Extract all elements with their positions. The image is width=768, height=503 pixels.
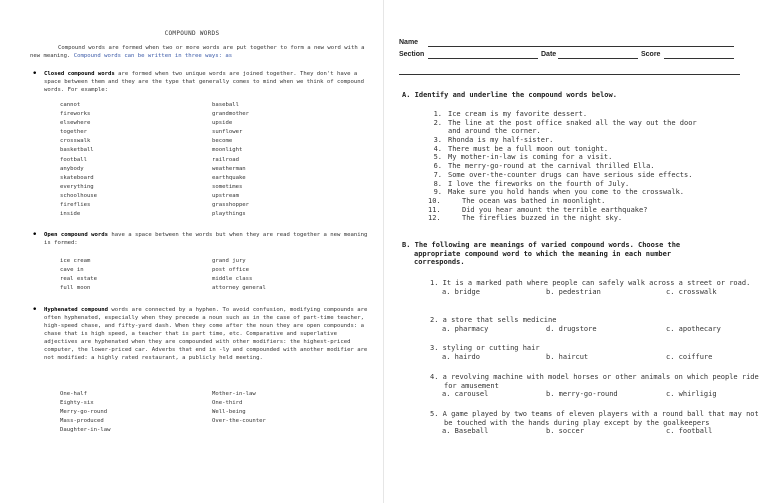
section-b-line3: corresponds. [414,258,465,267]
compound-word: anybody [60,165,84,172]
question-number: 11. [428,205,441,214]
hyph-term: Hyphenated compound [44,307,108,313]
compound-word: Merry-go-round [60,409,108,416]
a-question[interactable] [428,153,748,162]
word-row [60,101,340,110]
question-text: There must be a full moon out tonight. [448,144,609,153]
a-question[interactable] [428,136,748,145]
compound-word: together [60,129,87,136]
intro-highlight: Compound words can be written in three ways: as [73,53,233,59]
b-question: 1. It is a marked path where people can safely walk across a street or road. [430,279,751,287]
b-option-b[interactable]: b. haircut [546,352,589,361]
compound-word: Over-the-counter [212,418,266,425]
a-question[interactable] [428,188,748,197]
b-item [430,344,760,361]
question-text: and around the corner. [448,127,541,136]
section-b-line1: B. The following are meanings of varied compound words. Choose the [402,241,681,249]
compound-word: baseball [212,102,239,108]
question-number: 8. [433,179,442,188]
open-word-list [60,257,340,293]
b-option-a[interactable]: a. Baseball [442,427,489,436]
hyphenated-word-list [60,390,340,435]
open-term: Open compound words [44,232,108,238]
question-number: 7. [433,170,442,179]
question-text: My mother-in-law is coming for a visit. [448,153,613,162]
b-question: 5. A game played by two teams of eleven players with a round ball that may not be touched with the hands during play except by the goalkeepers [430,410,759,427]
compound-word: middle class [212,276,253,283]
compound-word: sometimes [212,183,243,190]
word-row [60,146,340,155]
compound-word: weatherman [212,165,246,172]
word-row [60,165,340,174]
question-text: Rhonda is my half-sister. [448,136,554,145]
intro-paragraph [30,44,370,60]
compound-word: earthquake [212,174,246,181]
word-row [60,408,340,417]
compound-word: upside [212,120,233,127]
compound-word: railroad [212,156,239,163]
section-label: Section [399,51,425,58]
compound-word: everything [60,183,94,190]
word-row [60,119,340,128]
word-row [60,110,340,119]
section-field[interactable] [428,58,538,59]
closed-compound-bullet [44,70,370,94]
question-text: The line at the post office snaked all the way out the door [448,118,697,127]
word-row [60,201,340,210]
intro-text: Compound words are formed when two or more words are put together to form a new word with a new meaning. [30,45,365,59]
question-text: The merry-go-round at the carnival thrilled Ella. [448,162,655,171]
date-field[interactable] [558,58,638,59]
compound-word: fireflies [60,202,91,209]
word-row [60,266,340,275]
compound-word: One-third [212,400,243,407]
a-question[interactable] [428,171,748,180]
compound-word: crosswalk [60,138,91,145]
a-question[interactable] [428,110,748,119]
header-rule [399,74,740,75]
b-question: 3. styling or cutting hair [430,344,540,352]
b-option-b[interactable]: d. drugstore [546,324,597,333]
b-option-b[interactable]: b. soccer [546,427,584,436]
closed-term: Closed compound words [44,71,115,77]
question-number: 9. [433,188,442,197]
question-text: Did you hear amount the terrible earthquake? [462,205,648,214]
compound-word: full moon [60,285,91,292]
word-row [60,284,340,293]
b-item [430,410,760,436]
compound-word: attorney general [212,285,266,292]
question-text: Ice cream is my favorite dessert. [448,110,588,118]
b-option-b[interactable]: b. merry-go-round [546,390,618,399]
word-row [60,257,340,266]
word-row [60,156,340,165]
b-item [430,316,760,333]
word-row [60,210,340,219]
compound-word: Eighty-six [60,400,94,407]
compound-word: Daughter-in-law [60,427,111,434]
question-text: The fireflies buzzed in the night sky. [462,214,623,223]
score-label: Score [641,51,661,58]
open-text: have a space between the words but when they are read together a new meaning is formed: [44,232,368,246]
compound-word: moonlight [212,147,243,154]
question-text: Some over-the-counter drugs can have serious side effects. [448,170,693,179]
section-a-questions [428,110,748,223]
b-item [430,373,760,399]
b-option-c[interactable]: c. crosswalk [666,287,717,296]
b-option-a[interactable]: a. hairdo [442,352,480,361]
name-field[interactable] [428,46,734,47]
question-number: 12. [428,214,441,223]
compound-word: grasshopper [212,202,250,209]
closed-text: are formed when two unique words are joined together. They don't have a space between them and they are the type that generally comes to mind when we think of compound words. For example: [44,71,364,93]
compound-word: upstream [212,192,239,199]
compound-word: grandmother [212,111,250,118]
a-question[interactable] [428,214,748,223]
b-option-a[interactable]: a. bridge [442,287,480,296]
word-row [60,275,340,284]
question-number: 1. [433,110,442,118]
word-row [60,426,340,435]
compound-word: become [212,138,233,145]
date-label: Date [541,51,557,58]
b-question: 2. a store that sells medicine [430,316,557,324]
compound-word: schoolhouse [60,192,98,199]
a-question[interactable] [428,119,748,128]
compound-word: playthings [212,211,246,218]
hyph-text: words are connected by a hyphen. To avoid confusion, modifying compounds are often hyphenated, especially when they precede a noun such as in the case of part-time teacher, high-speed chase, and fifty-yard dash. When they come after the noun they are open compounds: a chase that is high speed, a teacher that is part time, etc. Comparative and superlative adjectives are hyphenated when they are compounded with other modifiers: the highest-priced computer, the lower-priced car. Adverbs that end in -ly and compounded with another modifier are not modified: a highly rated restaurant, a publicly held meeting. [44,307,368,361]
word-row [60,183,340,192]
compound-word: inside [60,211,81,218]
question-number: 10. [428,196,441,205]
compound-word: elsewhere [60,120,91,127]
compound-word: post office [212,267,250,274]
b-option-b[interactable]: b. pedestrian [546,287,601,296]
b-option-a[interactable]: a. carousel [442,390,489,399]
section-b-heading [402,241,752,267]
a-question[interactable] [428,162,748,171]
word-row [60,390,340,399]
word-row [60,137,340,146]
question-number: 4. [433,144,442,153]
a-question[interactable] [428,197,748,206]
a-question[interactable] [428,206,748,215]
compound-word: football [60,156,87,163]
compound-word: basketball [60,147,94,154]
section-b-line2: appropriate compound word to which the meaning in each number [414,249,672,258]
compound-word: ice cream [60,258,91,264]
word-row [60,399,340,408]
question-text: Make sure you hold hands when you come to the crosswalk. [448,188,685,197]
hyphenated-compound-bullet [44,306,370,362]
b-option-a[interactable]: a. pharmacy [442,324,489,333]
page-title: COMPOUND WORDS [164,30,220,37]
question-text: I love the fireworks on the fourth of July. [448,179,630,188]
a-question[interactable] [428,145,748,154]
word-row [60,128,340,137]
compound-word: skateboard [60,174,94,181]
b-option-c[interactable]: c. coiffure [666,352,713,361]
section-a-heading: A. Identify and underline the compound words below. [402,91,617,99]
compound-word: grand jury [212,258,246,264]
word-row [60,417,340,426]
question-text: The ocean was bathed in moonlight. [462,196,606,205]
open-compound-bullet [44,231,370,247]
a-question[interactable] [428,127,748,136]
name-label: Name [399,39,419,46]
b-option-c[interactable]: c. apothecary [666,324,721,333]
compound-word: One-half [60,391,87,397]
a-question[interactable] [428,180,748,189]
b-question: 4. a revolving machine with model horses or other animals on which people ride for amusement [430,373,759,390]
score-field[interactable] [664,58,734,59]
b-option-c[interactable]: c. whirligig [666,390,717,399]
compound-word: Well-being [212,409,246,416]
question-number: 6. [433,162,442,171]
question-number: 5. [433,153,442,162]
compound-word: cave in [60,267,84,274]
question-number: 3. [433,136,442,145]
compound-word: Mass-produced [60,418,104,425]
b-option-c[interactable]: c. football [666,427,713,436]
compound-word: Mother-in-law [212,391,256,397]
word-row [60,174,340,183]
compound-word: fireworks [60,111,91,118]
b-item [430,279,760,296]
compound-word: sunflower [212,129,243,136]
word-row [60,192,340,201]
compound-word: real estate [60,276,98,283]
compound-word: cannot [60,102,81,108]
question-number: 2. [433,118,442,127]
closed-word-list [60,101,340,219]
